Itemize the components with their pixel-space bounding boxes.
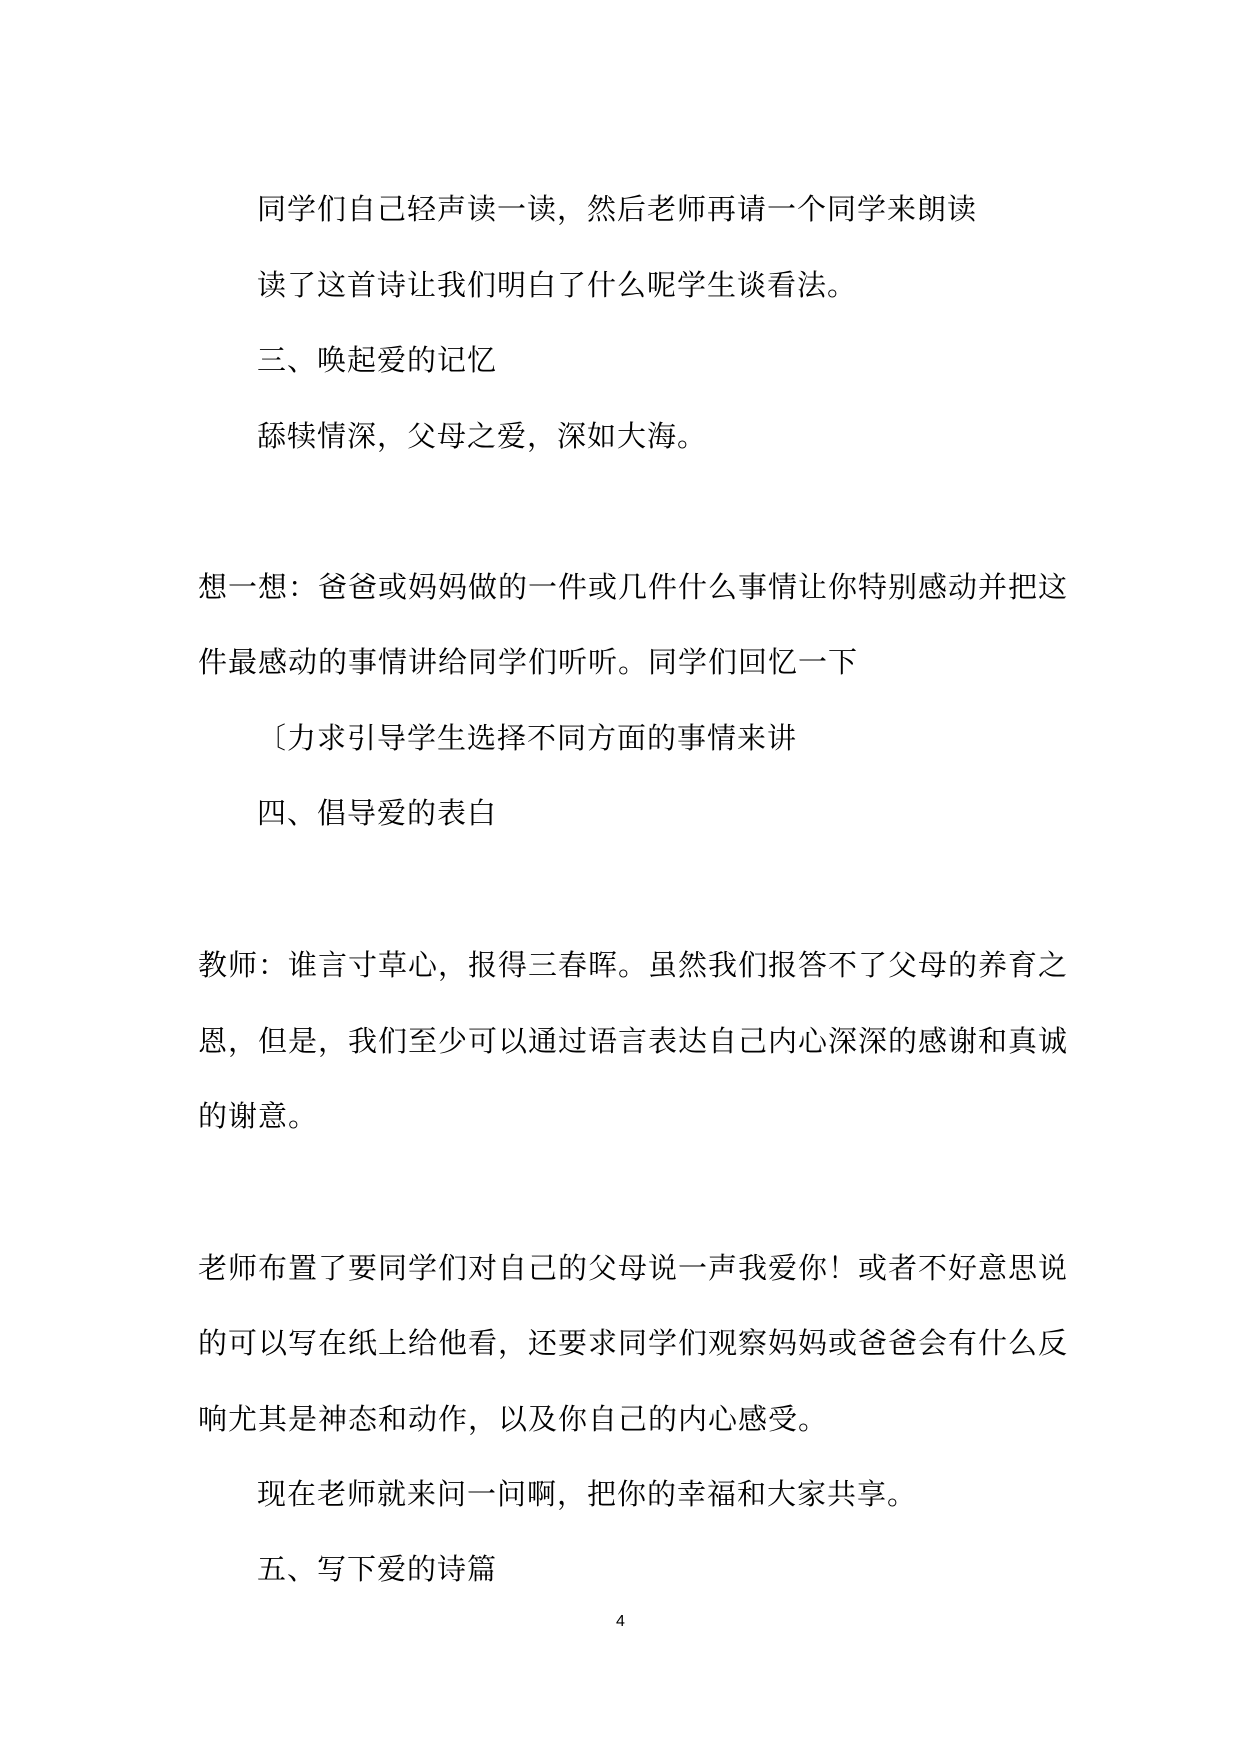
paragraph-line: 教师：谁言寸草心，报得三春晖。虽然我们报答不了父母的养育之 xyxy=(198,948,1069,982)
section-heading: 四、倡导爱的表白 xyxy=(257,796,498,830)
section-heading: 五、写下爱的诗篇 xyxy=(257,1552,498,1586)
page-number: 4 xyxy=(616,1613,625,1630)
paragraph-line: 老师布置了要同学们对自己的父母说一声我爱你！或者不好意思说 xyxy=(198,1251,1069,1285)
paragraph-line: 现在老师就来问一问啊，把你的幸福和大家共享。 xyxy=(257,1477,918,1511)
paragraph-line: 舔犊情深，父母之爱，深如大海。 xyxy=(257,419,708,453)
paragraph-line: 的可以写在纸上给他看，还要求同学们观察妈妈或爸爸会有什么反 xyxy=(198,1326,1069,1360)
paragraph-line: 恩，但是，我们至少可以通过语言表达自己内心深深的感谢和真诚 xyxy=(198,1024,1069,1058)
section-heading: 三、唤起爱的记忆 xyxy=(257,343,498,377)
paragraph-line: 读了这首诗让我们明白了什么呢学生谈看法。 xyxy=(257,268,858,302)
paragraph-line: 同学们自己轻声读一读，然后老师再请一个同学来朗读 xyxy=(257,192,978,226)
paragraph-line: 件最感动的事情讲给同学们听听。同学们回忆一下 xyxy=(198,645,859,679)
paragraph-line: 响尤其是神态和动作，以及你自己的内心感受。 xyxy=(198,1402,829,1436)
paragraph-line: 想一想：爸爸或妈妈做的一件或几件什么事情让你特别感动并把这 xyxy=(198,570,1069,604)
paragraph-line: 〔力求引导学生选择不同方面的事情来讲 xyxy=(257,721,798,755)
paragraph-line: 的谢意。 xyxy=(198,1099,319,1133)
